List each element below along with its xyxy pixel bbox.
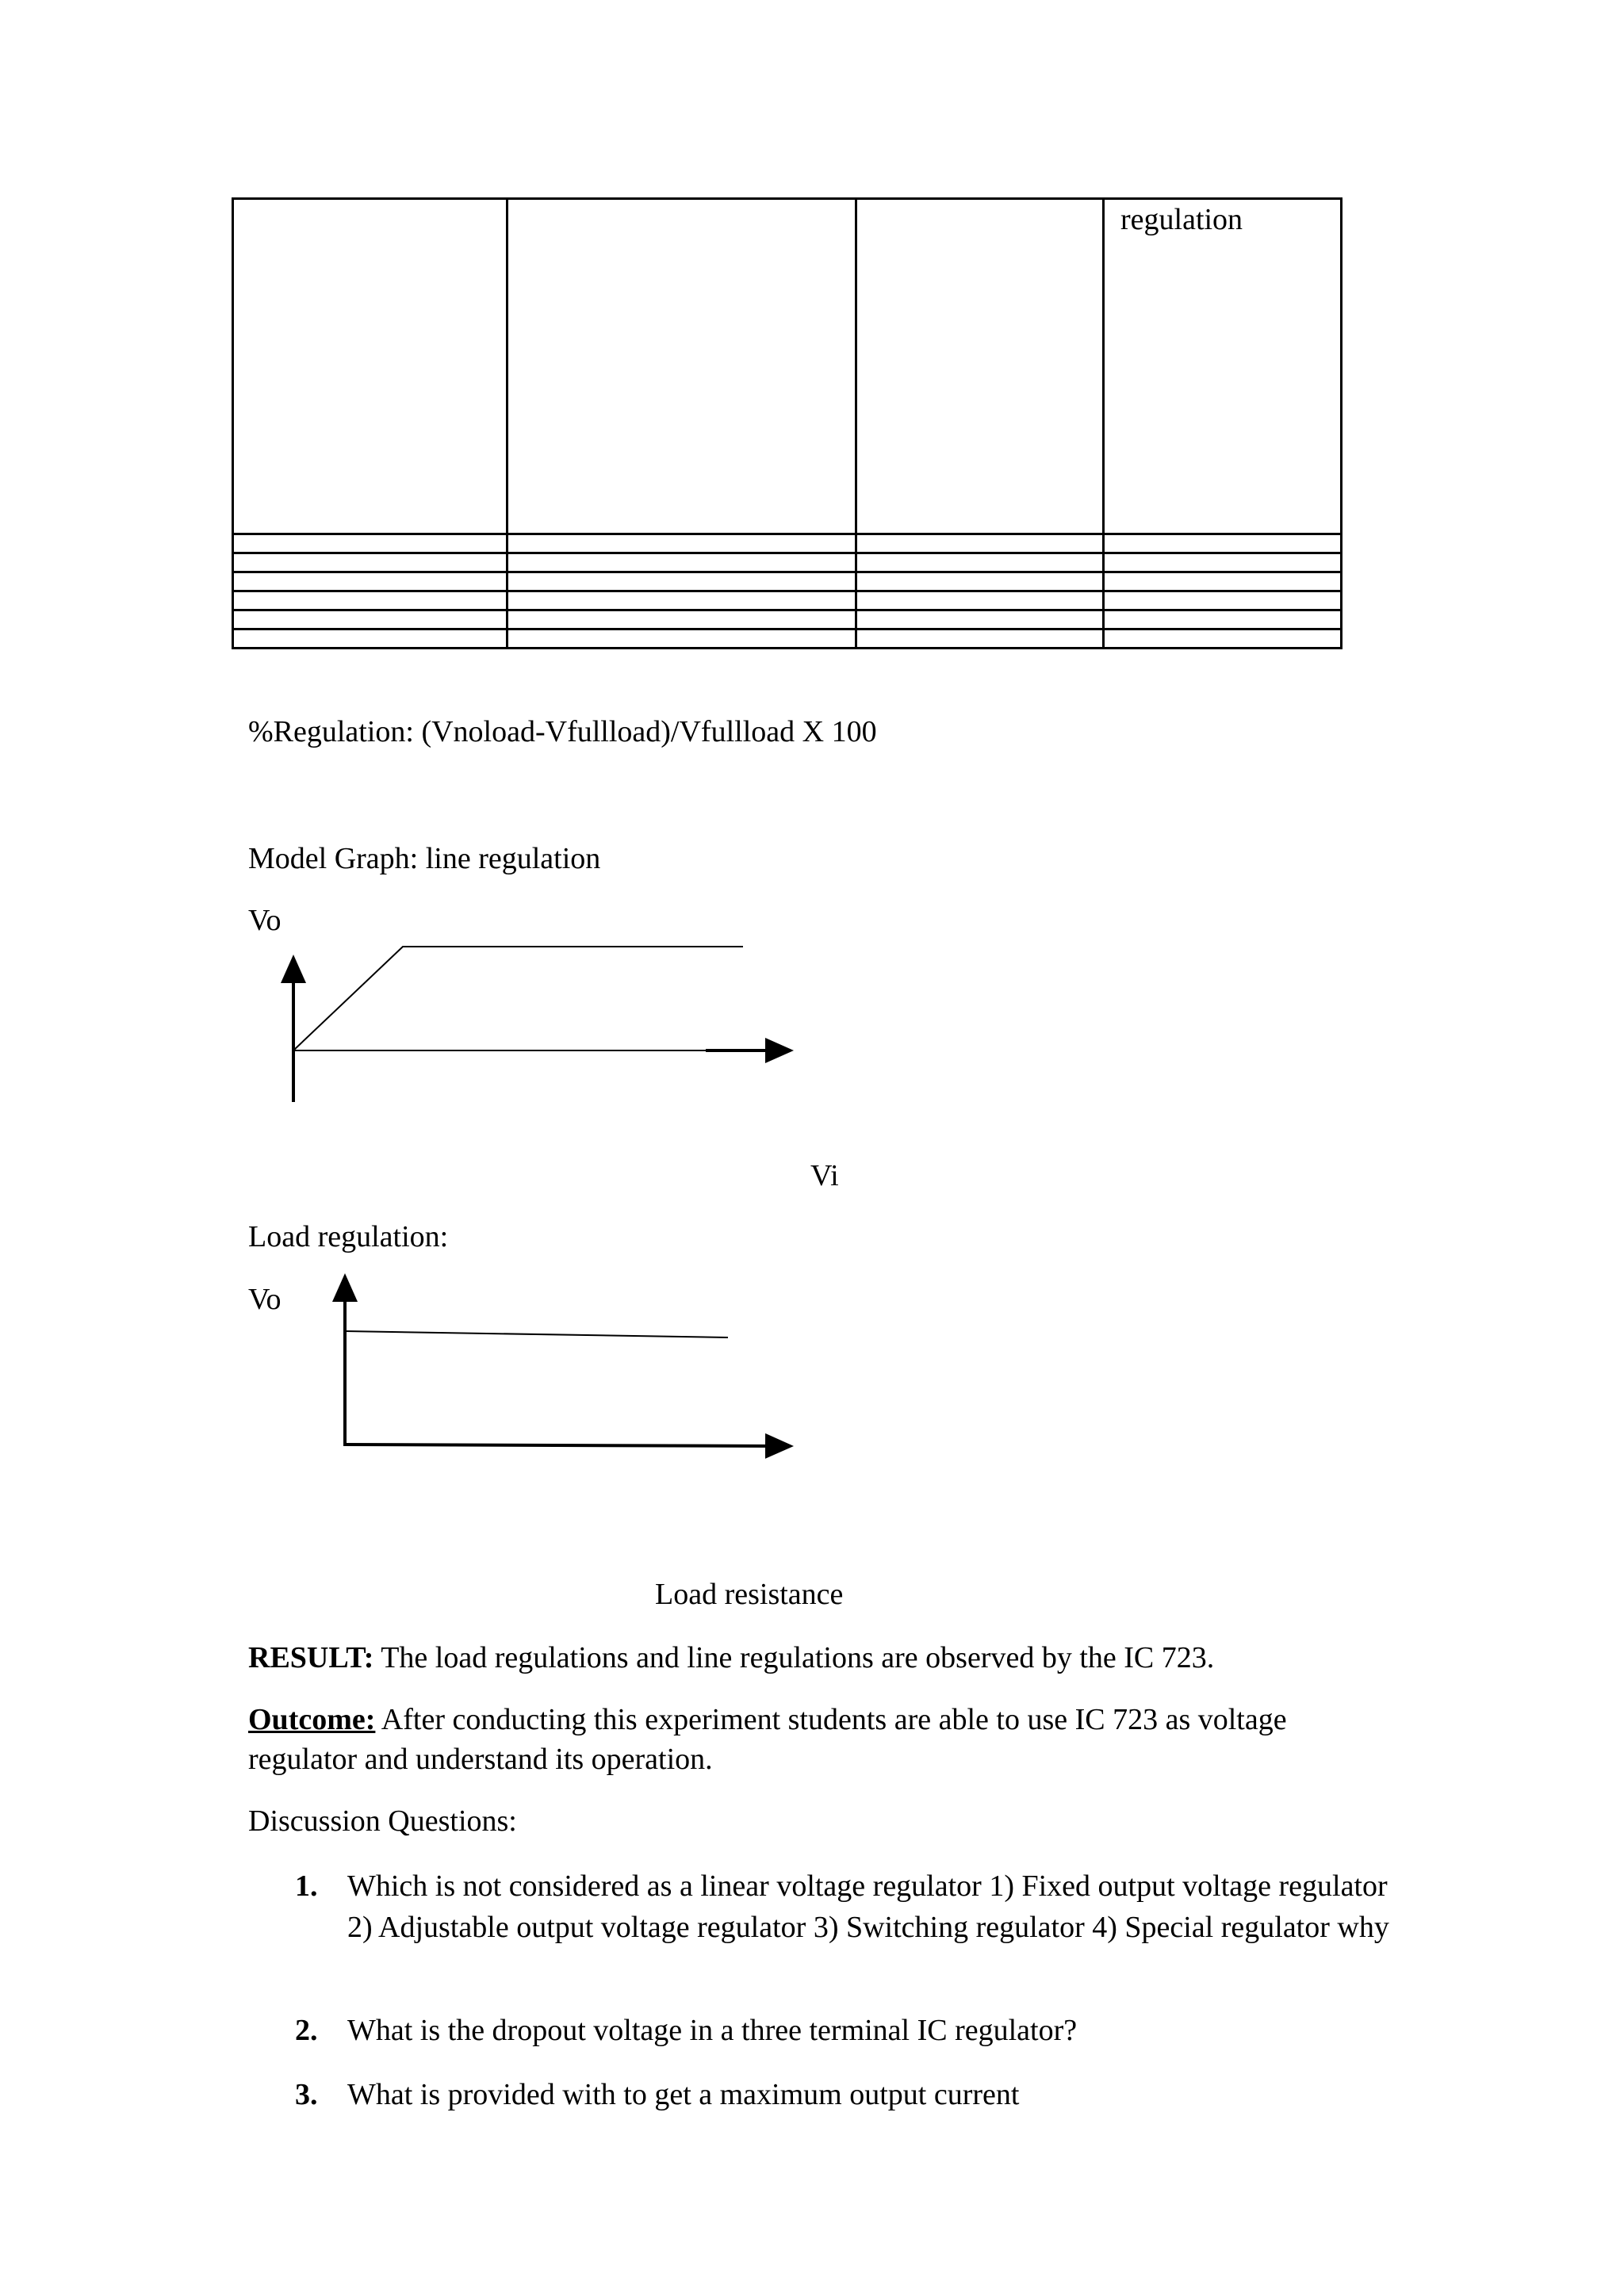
table-cell (233, 591, 508, 610)
load-graph-x-label: Load resistance (655, 1578, 844, 1611)
table-row (233, 629, 1342, 649)
table-row (233, 553, 1342, 572)
question-number: 1. (295, 1869, 318, 1903)
table-cell (233, 572, 508, 591)
outcome-paragraph (248, 1700, 1287, 1739)
table-cell (508, 610, 856, 629)
table-cell (1104, 610, 1342, 629)
table-row (233, 610, 1342, 629)
table-cell (233, 534, 508, 553)
discussion-title: Discussion Questions: (248, 1804, 517, 1838)
table-cell (1104, 591, 1342, 610)
table-cell (233, 629, 508, 649)
question-text: What is the dropout voltage in a three terminal IC regulator? (347, 2014, 1078, 2047)
table-row (233, 572, 1342, 591)
table-cell (233, 553, 508, 572)
table-cell (856, 629, 1104, 649)
line-regulation-curve (293, 947, 743, 1050)
question-text: Which is not considered as a linear voltage regulator 1) Fixed output voltage regulator 2) Adjustable output voltage regulator 3) Switching regulator 4) Special regulator why (347, 1869, 1389, 1944)
table-cell (1104, 553, 1342, 572)
table-cell (856, 553, 1104, 572)
outcome-text-line2: regulator and understand its operation. (248, 1743, 713, 1776)
table-cell (856, 534, 1104, 553)
question-text: What is provided with to get a maximum output current (347, 2078, 1020, 2111)
table-cell (856, 199, 1104, 534)
table-cell (508, 534, 856, 553)
table-cell (856, 610, 1104, 629)
outcome-label: Outcome: (248, 1703, 376, 1736)
table-cell (508, 553, 856, 572)
table-cell (508, 591, 856, 610)
table-row (233, 199, 1342, 534)
table-row (233, 591, 1342, 610)
table-cell (1104, 534, 1342, 553)
table-cell (508, 572, 856, 591)
question-number: 3. (295, 2078, 318, 2111)
table-cell (233, 610, 508, 629)
model-graph-title: Model Graph: line regulation (248, 842, 601, 875)
table-cell (1104, 572, 1342, 591)
line-regulation-graph (270, 928, 809, 1110)
x-axis (343, 1445, 781, 1446)
load-regulation-title: Load regulation: (248, 1220, 449, 1253)
table-cell (508, 629, 856, 649)
result-label: RESULT: (248, 1641, 374, 1674)
table-cell (856, 572, 1104, 591)
result-paragraph (248, 1638, 1214, 1678)
observation-table (232, 197, 1342, 649)
table-row (233, 534, 1342, 553)
result-text: The load regulations and line regulations are observed by the IC 723. (373, 1641, 1215, 1674)
table-cell: regulation (1104, 199, 1342, 534)
load-graph-y-label: Vo (248, 1283, 282, 1316)
outcome-text-line1: After conducting this experiment students are able to use IC 723 as voltage (375, 1703, 1287, 1736)
table-cell (508, 199, 856, 534)
regulation-formula: %Regulation: (Vnoload-Vfullload)/Vfullload X 100 (248, 715, 877, 748)
table-cell (856, 591, 1104, 610)
table-cell (233, 199, 508, 534)
question-number: 2. (295, 2014, 318, 2047)
table-cell (1104, 629, 1342, 649)
load-regulation-graph (317, 1269, 809, 1459)
line-graph-y-label: Vo (248, 904, 282, 937)
load-regulation-curve (345, 1331, 728, 1337)
line-graph-x-label: Vi (810, 1159, 839, 1192)
